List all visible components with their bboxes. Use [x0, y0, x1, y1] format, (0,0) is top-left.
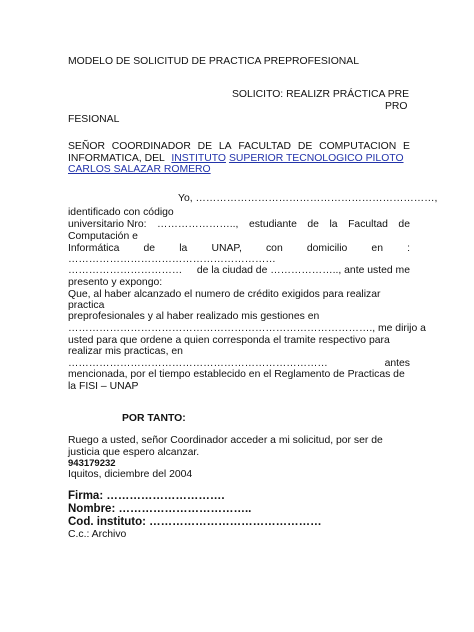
body-line-17: la FISI – UNAP: [68, 381, 139, 392]
document-title: MODELO DE SOLICITUD DE PRACTICA PREPROFESIONAL: [68, 56, 359, 67]
addressee-word: FACULTAD: [238, 141, 292, 152]
institute-name-link-2[interactable]: CARLOS SALAZAR ROMERO: [68, 164, 211, 175]
addressee-word: E: [403, 141, 410, 152]
body-line-11: preprofesionales y al haber realizado mis gestiones en: [68, 311, 320, 322]
body-word: universitario Nro:: [68, 219, 147, 230]
solicito-line-3: FESIONAL: [68, 114, 120, 125]
addressee-word: COMPUTACION: [319, 141, 397, 152]
body-word: con: [265, 243, 283, 254]
body-word: la: [329, 219, 338, 230]
body-word: …………………………………………………………………: [68, 358, 328, 369]
body-line-4: Computación e: [68, 231, 138, 242]
body-line-9: Que, al haber alcanzado el numero de crédito exigidos para realizar: [68, 289, 381, 300]
addressee-line-3: [68, 164, 211, 176]
solicito-line-1: SOLICITO: REALIZR PRÁCTICA PRE: [232, 89, 410, 100]
solicito-line-2: PRO: [385, 101, 408, 112]
body-word: antes: [384, 358, 410, 369]
phone-number: 943179232: [68, 458, 116, 469]
body-word: UNAP,: [211, 243, 242, 254]
addressee-prefix: INFORMATICA, DEL: [68, 153, 165, 164]
body-line-12: ……………………………………………………………………………., me dirijo a: [68, 323, 426, 334]
body-word: Informática: [68, 243, 120, 254]
closing-line-2: justicia que espero alcanzar.: [68, 447, 200, 458]
body-line-8: presento y expongo:: [68, 277, 163, 288]
body-word: :: [407, 243, 410, 254]
addressee-word: DE: [197, 141, 213, 152]
cod-instituto-line: Cod. instituto: ………………………………………: [68, 516, 322, 528]
body-line-14: realizar mis practicas, en: [68, 346, 183, 357]
body-line-10: practica: [68, 300, 105, 311]
body-word: …………………..,: [157, 219, 239, 230]
body-word: de: [398, 219, 410, 230]
body-word: Facultad: [348, 219, 388, 230]
por-tanto-heading: POR TANTO:: [122, 413, 186, 424]
body-line-3: [68, 219, 410, 231]
body-line-2: identificado con código: [68, 207, 174, 218]
body-line-13: usted para que ordene a quien corresponda el tramite respectivo para: [68, 335, 390, 346]
body-word: de la ciudad de ……………….., ante usted me: [196, 265, 410, 276]
closing-line-1: Ruego a usted, señor Coordinador acceder a mi solicitud, por ser de: [68, 435, 383, 446]
body-word: de: [143, 243, 156, 254]
addressee-word: LA: [218, 141, 232, 152]
institute-name-link[interactable]: SUPERIOR TECNOLOGICO PILOTO: [228, 153, 404, 164]
place-date: Iquitos, diciembre del 2004: [68, 469, 193, 480]
body-line-7: [68, 265, 410, 277]
nombre-line: Nombre: ……………………………..: [68, 503, 252, 515]
body-line-16: mencionada, por el tiempo establecido en el Reglamento de Practicas de: [68, 369, 405, 380]
body-word: estudiante: [248, 219, 297, 230]
body-word: en: [371, 243, 383, 254]
firma-line: Firma: ………………………….: [68, 490, 225, 502]
addressee-word: SEÑOR: [68, 141, 105, 152]
cc-archivo: C.c.: Archivo: [68, 529, 127, 540]
body-yo: Yo, ……………………………………………………………,: [178, 193, 438, 204]
body-word: domicilio: [306, 243, 348, 254]
body-word: de: [307, 219, 319, 230]
body-line-6: ……………………………………………………: [68, 254, 276, 265]
addressee-word: COORDINADOR: [111, 141, 191, 152]
body-word: ……………………………: [68, 265, 183, 276]
addressee-line-1: [68, 141, 410, 153]
institute-link[interactable]: INSTITUTO: [171, 153, 226, 164]
addressee-word: DE: [297, 141, 313, 152]
body-word: la: [179, 243, 188, 254]
